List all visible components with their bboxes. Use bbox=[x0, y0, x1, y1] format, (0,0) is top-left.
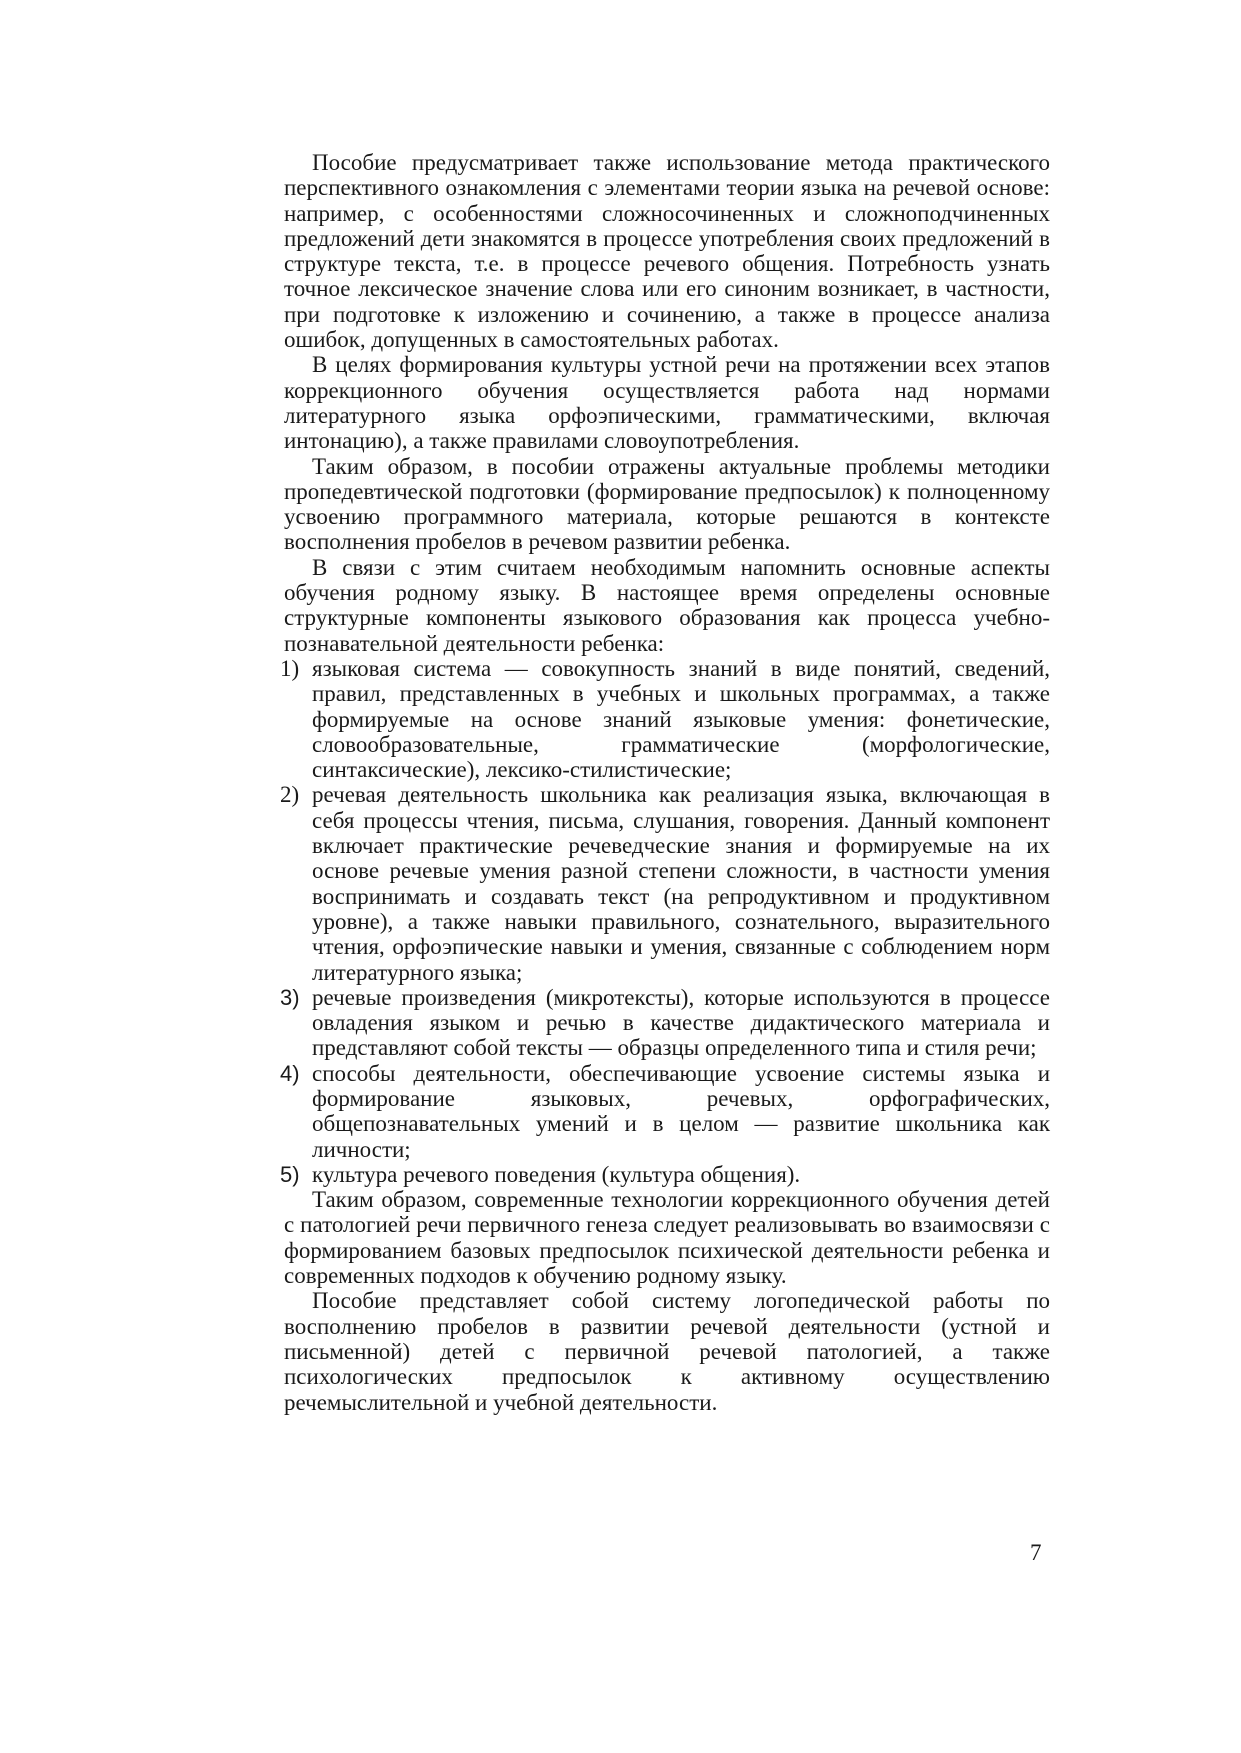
list-item bbox=[280, 655, 1050, 783]
list-item bbox=[280, 1060, 1050, 1162]
components-list bbox=[280, 655, 1050, 1187]
list-item-text: языковая система — совокупность знаний в виде понятий, сведений, правил, представленных в учебных и школьных программах, а также формируемые на основе знаний языковые умения: фонетические, словообразовательные, грамматические (морфологические, синтаксические), лексико-стилистические; bbox=[312, 655, 1050, 783]
list-item-text: культура речевого поведения (культура общения). bbox=[312, 1161, 801, 1187]
list-number: 4) bbox=[280, 1060, 300, 1086]
page-number: 7 bbox=[1030, 1540, 1042, 1565]
list-number: 3) bbox=[280, 984, 300, 1010]
paragraph-method: Пособие предусматривает также использование метода практического перспективного ознакомления с элементами теории языка на речевой основе: например, с особенностями сложносочиненных и сложноподчиненных предложений дети знакомятся в процессе употребления своих предложений в структуре текста, т.е. в процессе речевого общения. Потребность узнать точное лексическое значение слова или его синоним возникает, в частности, при подготовке к изложению и сочинению, а также в процессе анализа ошибок, допущенных в самостоятельных работах. bbox=[284, 150, 1050, 353]
list-item bbox=[280, 1161, 1050, 1187]
list-item bbox=[280, 782, 1050, 985]
list-number: 1) bbox=[280, 655, 300, 681]
list-item bbox=[280, 984, 1050, 1061]
paragraph-aspects-intro: В связи с этим считаем необходимым напомнить основные аспекты обучения родному языку. В настоящее время определены основные структурные компоненты языкового образования как процесса учебно-познавательной деятельности ребенка: bbox=[284, 554, 1050, 656]
list-number: 2) bbox=[280, 782, 300, 808]
paragraph-technologies: Таким образом, современные технологии коррекционного обучения детей с патологией речи первичного генеза следует реализовывать во взаимосвязи с формированием базовых предпосылок психической деятельности ребенка и современных подходов к обучению родному языку. bbox=[284, 1187, 1050, 1289]
body-text bbox=[280, 150, 1050, 1415]
paragraph-manual-system: Пособие представляет собой систему логопедической работы по восполнению пробелов в развитии речевой деятельности (устной и письменной) детей с первичной речевой патологией, а также психологических предпосылок к активному осуществлению речемыслительной и учебной деятельности. bbox=[284, 1288, 1050, 1415]
list-number: 5) bbox=[280, 1161, 300, 1187]
list-item-text: способы деятельности, обеспечивающие усвоение системы языка и формирование языковых, речевых, орфографических, общепознавательных умений и в целом — развитие школьника как личности; bbox=[312, 1060, 1050, 1162]
paragraph-summary: Таким образом, в пособии отражены актуальные проблемы методики пропедевтической подготовки (формирование предпосылок) к полноценному усвоению программного материала, которые решаются в контексте восполнения пробелов в речевом развитии ребенка. bbox=[284, 453, 1050, 555]
list-item-text: речевая деятельность школьника как реализация языка, включающая в себя процессы чтения, письма, слушания, говорения. Данный компонент включает практические речеведческие знания и формируемые на их основе речевые умения разной степени сложности, в частности умения воспринимать и создавать текст (на репродуктивном и продуктивном уровне), а также навыки правильного, сознательного, выразительного чтения, орфоэпические навыки и умения, связанные с соблюдением норм литературного языка; bbox=[312, 782, 1050, 985]
paragraph-oral-culture: В целях формирования культуры устной речи на протяжении всех этапов коррекционного обучения осуществляется работа над нормами литературного языка орфоэпическими, грамматическими, включая интонацию), а также правилами словоупотребления. bbox=[284, 352, 1050, 454]
list-item-text: речевые произведения (микротексты), которые используются в процессе овладения языком и речью в качестве дидактического материала и представляют собой тексты — образцы определенного типа и стиля речи; bbox=[312, 984, 1050, 1061]
